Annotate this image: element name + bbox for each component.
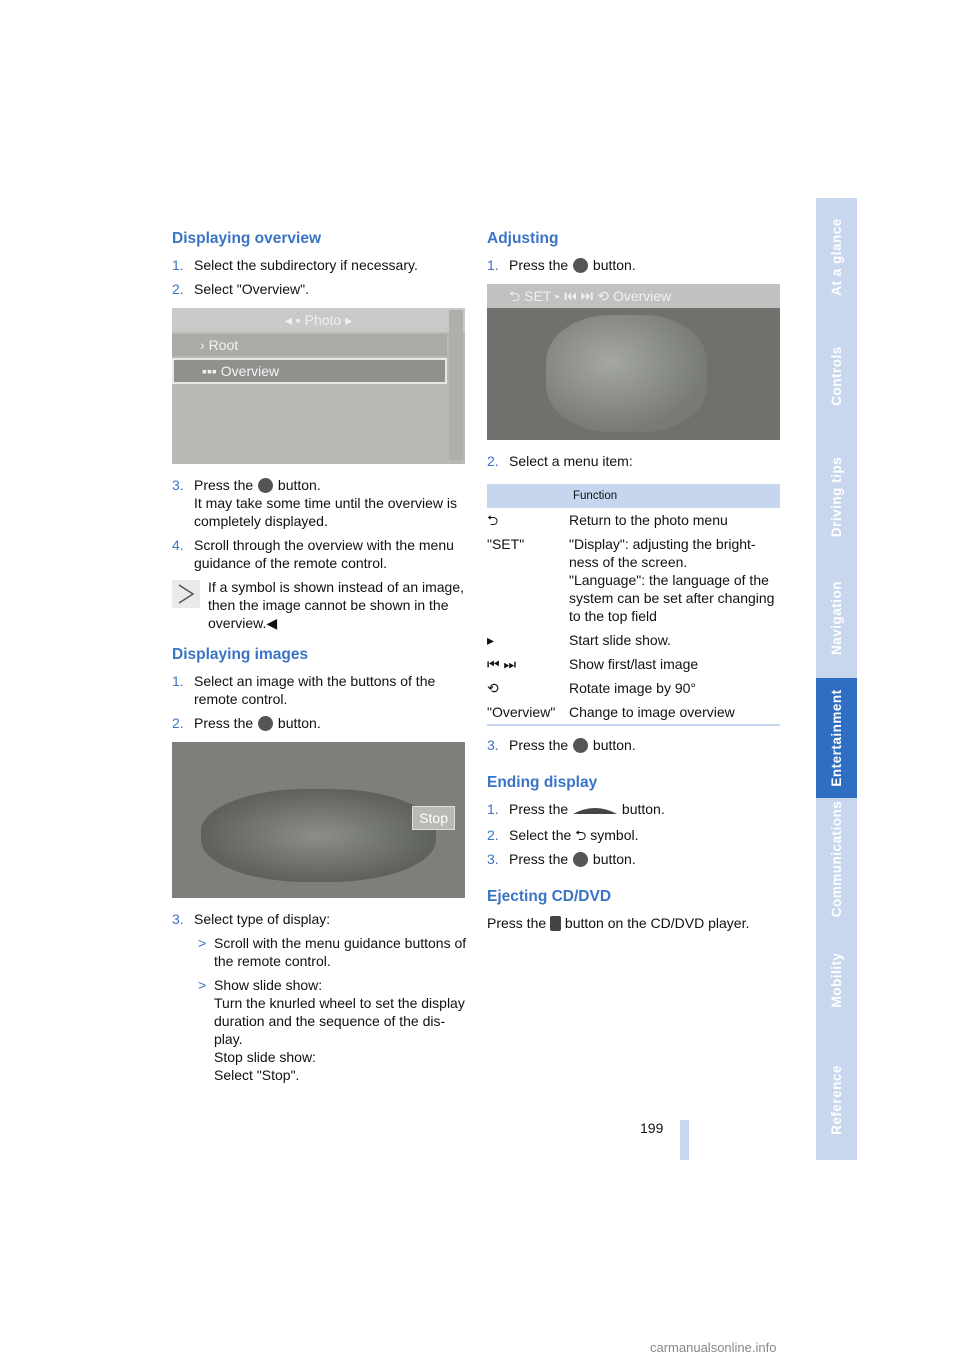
note <box>172 578 467 632</box>
chapter-tabs <box>816 198 857 1160</box>
step-text-post: button. <box>277 715 321 731</box>
tab-label: Entertainment <box>828 689 844 787</box>
footer-watermark: carmanualsonline.info <box>650 1340 777 1355</box>
step-text-post: symbol. <box>590 827 639 843</box>
step <box>487 800 782 820</box>
eject-button-icon <box>550 916 561 931</box>
table-row <box>487 700 780 725</box>
step-number: 3. <box>172 477 184 493</box>
step-number: 1. <box>172 673 184 689</box>
adjust-toolbar: ⮌ SET ▸ ⏮ ⏭ ⟲ Overview <box>487 284 780 308</box>
screen-scrollbar <box>449 310 463 460</box>
heading-ejecting-cd-dvd: Ejecting CD/DVD <box>487 888 612 905</box>
sub-step-marker: > <box>198 935 207 951</box>
step-text-pre: Press the <box>194 477 254 493</box>
heading-displaying-images: Displaying images <box>172 646 309 663</box>
sub-step <box>172 976 467 1084</box>
step <box>172 280 467 298</box>
tab-label: Reference <box>828 1065 844 1135</box>
menu-row-root-label: Root <box>208 337 239 353</box>
table-value: Return to the photo menu <box>569 512 728 528</box>
tab-label: Navigation <box>828 580 844 656</box>
left-column <box>172 228 467 1090</box>
menu-row-overview: ▪▪▪ Overview <box>172 358 447 384</box>
sub-step <box>172 934 467 970</box>
eject-instruction <box>487 914 782 932</box>
photo-menu-screenshot <box>172 308 465 464</box>
toolbar-overview-label: Overview <box>612 288 672 304</box>
step <box>172 672 467 708</box>
step <box>487 826 782 844</box>
table-row <box>487 508 780 532</box>
step-text: Select the subdirectory if necessary. <box>194 257 418 273</box>
toolbar-set-label: SET <box>524 288 552 304</box>
step-number: 2. <box>487 827 499 843</box>
step-text-pre: Press the <box>509 851 569 867</box>
step-text: Select type of display: <box>194 911 331 927</box>
step-number: 3. <box>172 911 184 927</box>
sub-step-marker: > <box>198 977 207 993</box>
step <box>172 910 467 928</box>
step-text-post: button. <box>592 257 636 273</box>
tab-label: Mobility <box>828 952 844 1008</box>
table-key: "Overview" <box>487 700 569 725</box>
sub-step-text-d: Select "Stop". <box>214 1067 300 1083</box>
sub-step-text-a: Show slide show: <box>214 977 323 993</box>
step-text: Select "Overview". <box>194 281 309 297</box>
step-text-post: button. <box>621 801 665 817</box>
screen-title-text: Photo <box>304 312 342 328</box>
tab-label: At a glance <box>828 218 844 296</box>
photo-image <box>546 315 707 432</box>
step-text-post: button. <box>592 737 636 753</box>
sub-step-text-b: Turn the knurled wheel to set the display duration and the sequence of the dis-play. <box>214 995 465 1047</box>
step-number: 2. <box>172 715 184 731</box>
step-number: 3. <box>487 737 499 753</box>
table-header-function: Function <box>487 484 780 508</box>
step <box>172 714 467 732</box>
table-value: Start slide show. <box>569 632 671 648</box>
function-table <box>487 484 780 726</box>
step-text-pre: Press the <box>194 715 254 731</box>
tab-mobility[interactable] <box>816 920 857 1042</box>
adjust-menu-screenshot <box>487 284 780 440</box>
menu-row-overview-label: Overview <box>220 363 280 379</box>
step-number: 1. <box>487 257 499 273</box>
tab-controls[interactable] <box>816 316 857 438</box>
step-number: 3. <box>487 851 499 867</box>
tab-reference[interactable] <box>816 1040 857 1162</box>
heading-adjusting: Adjusting <box>487 230 559 247</box>
step-number: 2. <box>487 453 499 469</box>
step <box>487 452 782 470</box>
step <box>487 850 782 868</box>
tab-label: Driving tips <box>828 456 844 538</box>
step-text-post: button. <box>277 477 321 493</box>
table-value: Change to image overview <box>569 700 780 725</box>
menu-button-icon <box>572 802 618 820</box>
step-number: 1. <box>172 257 184 273</box>
table-value: "Display": adjusting the bright-ness of the screen. "Language": the language of the system can be set after changing to the top field <box>569 536 775 624</box>
step <box>172 536 467 572</box>
step <box>487 256 782 274</box>
slideshow-screenshot <box>172 742 465 898</box>
sub-step-text-c: Stop slide show: <box>214 1049 316 1065</box>
note-arrow-icon <box>172 580 200 608</box>
step-number: 2. <box>172 281 184 297</box>
menu-row-root: › Root <box>172 334 447 356</box>
heading-displaying-overview: Displaying overview <box>172 230 322 247</box>
step-text-pre: Press the <box>509 801 569 817</box>
step-text-pre: Press the <box>509 737 569 753</box>
screen-title: ◂ ▪ Photo ▸ <box>284 312 353 328</box>
ok-button-icon <box>573 258 588 273</box>
tab-communications[interactable] <box>816 798 857 922</box>
table-row <box>487 652 780 676</box>
ok-button-icon <box>573 738 588 753</box>
step <box>487 736 782 754</box>
step-text-detail: It may take some time until the overview is completely displayed. <box>194 495 457 529</box>
step-text: Select a menu item: <box>509 453 633 469</box>
table-key-first-last-icon: ⏮ ⏭ <box>487 656 517 672</box>
table-key-rotate-icon: ⟲ <box>487 680 499 696</box>
table-key-play-icon: ▸ <box>487 632 495 648</box>
eject-text-post: button on the CD/DVD player. <box>564 915 750 931</box>
note-text: If a symbol is shown instead of an image, then the image cannot be shown in the overview.◀ <box>208 579 465 631</box>
heading-ending-display: Ending display <box>487 774 598 791</box>
tab-label: Controls <box>828 346 844 406</box>
table-key-return-icon: ⮌ <box>487 512 499 528</box>
step-text-pre: Press the <box>509 257 569 273</box>
table-row <box>487 676 780 700</box>
photo-image <box>201 789 435 883</box>
step <box>172 476 467 530</box>
eject-text-pre: Press the <box>487 915 547 931</box>
step <box>172 256 467 274</box>
tab-navigation[interactable] <box>816 558 857 680</box>
page-number-bar <box>680 1120 689 1160</box>
step-text: Select an image with the buttons of the remote control. <box>194 673 436 707</box>
step-number: 1. <box>487 801 499 817</box>
ok-button-icon <box>258 478 273 493</box>
table-value: Rotate image by 90° <box>569 680 697 696</box>
step-text-post: button. <box>592 851 636 867</box>
right-column <box>487 228 782 932</box>
table-key: "SET" <box>487 536 525 552</box>
table-row <box>487 628 780 652</box>
stop-label: Stop <box>412 806 455 830</box>
ok-button-icon <box>258 716 273 731</box>
step-text: Scroll through the overview with the menu guidance of the remote control. <box>194 537 454 571</box>
tab-label: Communications <box>828 800 844 918</box>
step-text-pre: Select the <box>509 827 572 843</box>
tab-entertainment[interactable] <box>816 678 857 800</box>
sub-step-text: Scroll with the menu guidance buttons of the remote control. <box>214 935 467 969</box>
tab-at-a-glance[interactable] <box>816 198 857 318</box>
ok-button-icon <box>573 852 588 867</box>
table-value: Show first/last image <box>569 656 699 672</box>
table-row <box>487 532 780 628</box>
step-number: 4. <box>172 537 184 553</box>
page-number: 199 <box>640 1120 664 1136</box>
tab-driving-tips[interactable] <box>816 436 857 560</box>
table-header-row <box>487 484 780 508</box>
return-symbol-icon: ⮌ <box>575 827 587 843</box>
